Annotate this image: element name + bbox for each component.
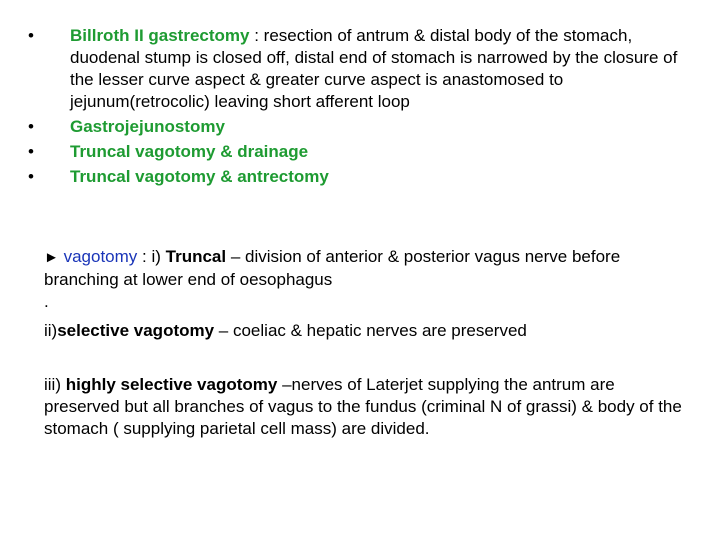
bullet-icon: • [28, 26, 34, 45]
separator-dot: . [44, 292, 49, 311]
bullet-item-truncal-antrectomy [28, 166, 678, 188]
selective-label: selective vagotomy [57, 321, 215, 340]
bullet-icon: • [28, 142, 34, 161]
truncal-description: – division of anterior & posterior vagus nerve before branching at lower end of oesophagus [44, 247, 621, 289]
truncal-label: Truncal [165, 247, 227, 266]
bullet-heading: Gastrojejunostomy [70, 117, 225, 136]
bullet-item-gastrojejunostomy [28, 116, 678, 138]
bullet-icon: • [28, 117, 34, 136]
bullet-item-truncal-drainage [28, 141, 678, 163]
bullet-list [28, 25, 678, 191]
highly-selective-prefix: iii) [44, 375, 66, 394]
selective-description: – coeliac & hepatic nerves are preserved [214, 321, 527, 340]
vagotomy-paragraph [44, 246, 684, 313]
bullet-icon: • [28, 167, 34, 186]
vagotomy-term: vagotomy [63, 247, 138, 266]
selective-prefix: ii) [44, 321, 58, 340]
arrow-icon: ► [44, 249, 59, 266]
bullet-heading: Billroth II gastrectomy [70, 26, 250, 45]
selective-vagotomy-paragraph [44, 320, 684, 342]
bullet-heading: Truncal vagotomy & antrectomy [70, 167, 329, 186]
highly-selective-vagotomy-paragraph [44, 374, 684, 440]
bullet-item-billroth [28, 25, 678, 113]
highly-selective-description: –nerves of Laterjet supplying the antrum are preserved but all branches of vagus to the fundus (criminal N of grassi) & body of the stomach ( supplying parietal cell mass) are divided. [44, 375, 682, 438]
highly-selective-label: highly selective vagotomy [65, 375, 278, 394]
truncal-prefix: : i) [137, 247, 166, 266]
bullet-description: : resection of antrum & distal body of the stomach, duodenal stump is closed off, distal end of stomach is narrowed by the closure of the lesser curve aspect & greater curve aspect is anastomosed to jejunum(retrocolic) leaving short afferent loop [70, 26, 678, 111]
bullet-heading: Truncal vagotomy & drainage [70, 142, 309, 161]
